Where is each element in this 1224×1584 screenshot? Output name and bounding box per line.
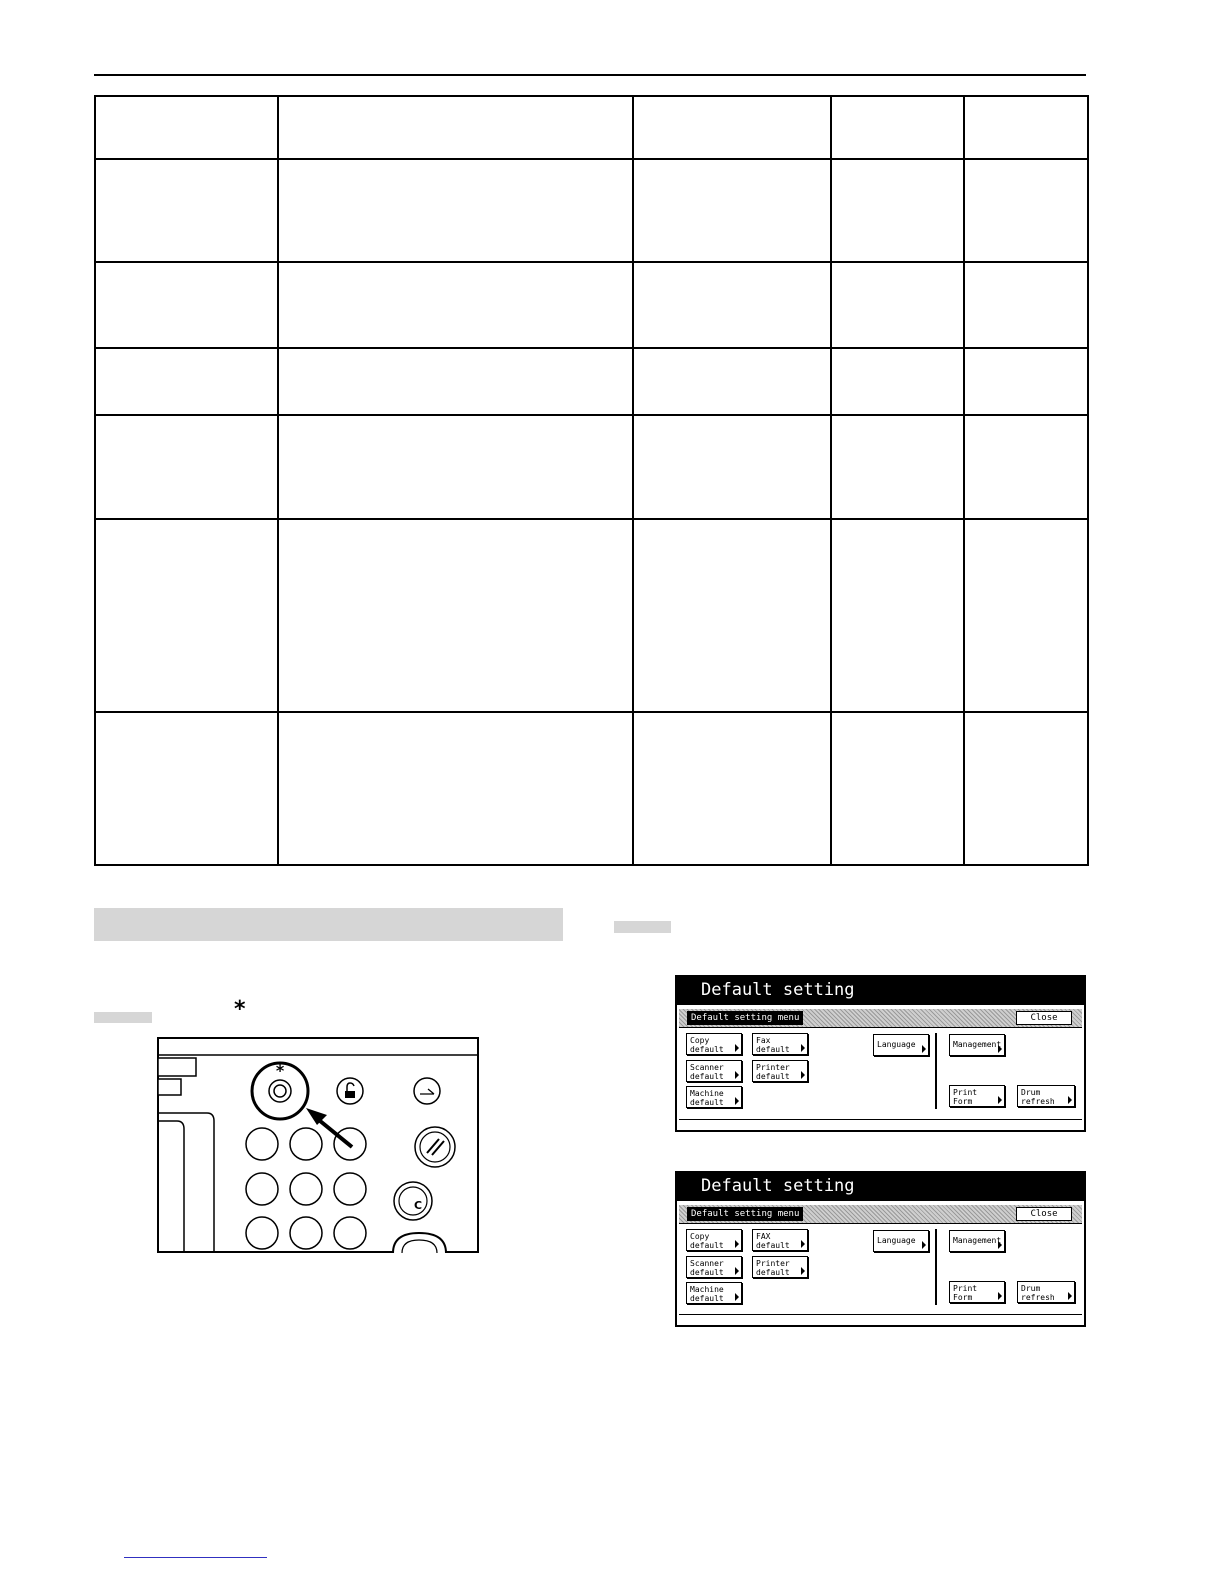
button-label: Printer (756, 1063, 790, 1072)
table-cell (278, 262, 633, 348)
table-cell (278, 96, 633, 159)
table-cell (633, 159, 831, 262)
table-cell (95, 262, 278, 348)
right-arrow-icon (922, 1241, 926, 1249)
table-cell (964, 519, 1088, 712)
button-label: Printer (756, 1259, 790, 1268)
language-button[interactable] (873, 1230, 929, 1252)
table-cell (278, 712, 633, 865)
copy-default-button[interactable] (686, 1033, 742, 1055)
right-arrow-icon (1068, 1292, 1072, 1300)
drum-refresh-button[interactable] (1017, 1281, 1075, 1303)
right-arrow-icon (735, 1071, 739, 1079)
scanner-default-button[interactable] (686, 1256, 742, 1278)
table-cell (831, 96, 964, 159)
table-cell (964, 415, 1088, 519)
right-arrow-icon (998, 1096, 1002, 1104)
right-arrow-icon (801, 1044, 805, 1052)
right-arrow-icon (998, 1045, 1002, 1053)
language-button[interactable] (873, 1034, 929, 1056)
management-button[interactable] (949, 1034, 1005, 1056)
table-cell (633, 96, 831, 159)
table-cell (95, 519, 278, 712)
table-cell (95, 348, 278, 415)
vertical-divider (935, 1229, 937, 1305)
table-cell (831, 712, 964, 865)
menu-tab: Default setting menu (687, 1207, 803, 1221)
table-cell (95, 712, 278, 865)
scanner-default-button[interactable] (686, 1060, 742, 1082)
button-label: default (690, 1072, 724, 1081)
button-label: Language (877, 1040, 916, 1049)
button-label: Machine (690, 1089, 724, 1098)
clear-icon: C (413, 1199, 423, 1212)
button-label: refresh (1021, 1293, 1055, 1302)
button-label: Drum (1021, 1088, 1041, 1097)
table-cell (964, 262, 1088, 348)
button-label: Management (953, 1040, 1002, 1049)
table-cell (831, 159, 964, 262)
table-row (95, 159, 1088, 262)
button-label: default (756, 1045, 790, 1054)
table-cell (964, 348, 1088, 415)
table-cell (831, 262, 964, 348)
table-cell (633, 415, 831, 519)
step-marker-1 (94, 1012, 152, 1023)
start-key[interactable] (393, 1233, 446, 1253)
button-label: Machine (690, 1285, 724, 1294)
right-arrow-icon (735, 1240, 739, 1248)
drum-refresh-button[interactable] (1017, 1085, 1075, 1107)
button-label: Scanner (690, 1063, 724, 1072)
close-button[interactable]: Close (1016, 1207, 1072, 1221)
table-cell (95, 415, 278, 519)
asterisk-key-symbol: * (234, 997, 246, 1022)
table-cell (831, 415, 964, 519)
screen-title: Default setting (677, 1173, 1084, 1201)
header-rule (94, 74, 1086, 76)
right-arrow-icon (801, 1071, 805, 1079)
right-arrow-icon (735, 1044, 739, 1052)
fax-default-button[interactable] (752, 1033, 808, 1055)
management-button[interactable] (949, 1230, 1005, 1252)
table-cell (964, 712, 1088, 865)
status-line (679, 1119, 1082, 1120)
copy-default-button[interactable] (686, 1229, 742, 1251)
button-label: default (756, 1072, 790, 1081)
button-label: Form (953, 1293, 973, 1302)
machine-default-button[interactable] (686, 1086, 742, 1108)
table-cell (278, 159, 633, 262)
vertical-divider (935, 1033, 937, 1109)
table-cell (831, 519, 964, 712)
button-label: FAX (756, 1232, 771, 1241)
machine-default-button[interactable] (686, 1282, 742, 1304)
table-cell (633, 712, 831, 865)
printer-default-button[interactable] (752, 1256, 808, 1278)
button-label: Scanner (690, 1259, 724, 1268)
table-header-row (95, 96, 1088, 159)
button-label: Drum (1021, 1284, 1041, 1293)
table-row (95, 712, 1088, 865)
table-cell (633, 519, 831, 712)
table-cell (964, 159, 1088, 262)
button-label: refresh (1021, 1097, 1055, 1106)
lock-key[interactable] (337, 1078, 363, 1104)
table-row (95, 519, 1088, 712)
print-form-button[interactable] (949, 1085, 1005, 1107)
stop-clear-key[interactable] (394, 1182, 432, 1220)
button-label: default (756, 1268, 790, 1277)
table-cell (633, 262, 831, 348)
right-arrow-icon (735, 1293, 739, 1301)
button-label: default (690, 1268, 724, 1277)
default-setting-screen-2 (675, 1171, 1086, 1327)
table-row (95, 262, 1088, 348)
right-arrow-icon (801, 1240, 805, 1248)
table-row (95, 415, 1088, 519)
screen-title: Default setting (677, 977, 1084, 1005)
button-label: default (756, 1241, 790, 1250)
status-line (679, 1314, 1082, 1315)
operation-panel-drawing (157, 1037, 479, 1253)
button-label: Management (953, 1236, 1002, 1245)
button-label: default (690, 1045, 724, 1054)
table-row (95, 348, 1088, 415)
right-arrow-icon (735, 1267, 739, 1275)
button-label: default (690, 1241, 724, 1250)
table-cell (964, 96, 1088, 159)
settings-table (94, 95, 1089, 866)
footer-link-rule (124, 1557, 267, 1558)
table-cell (633, 348, 831, 415)
menu-tab: Default setting menu (687, 1011, 803, 1025)
print-form-button[interactable] (949, 1281, 1005, 1303)
close-button[interactable]: Close (1016, 1011, 1072, 1025)
button-label: Print (953, 1088, 978, 1097)
button-label: Form (953, 1097, 973, 1106)
right-arrow-icon (922, 1045, 926, 1053)
operation-panel-illustration (157, 1037, 479, 1253)
section-heading-bar (94, 908, 563, 941)
button-label: default (690, 1098, 724, 1107)
table-cell (278, 415, 633, 519)
right-arrow-icon (998, 1241, 1002, 1249)
button-label: Copy (690, 1232, 710, 1241)
reset-key[interactable] (415, 1127, 455, 1167)
default-setting-key[interactable] (252, 1061, 308, 1119)
table-cell (831, 348, 964, 415)
default-setting-screen-1 (675, 975, 1086, 1132)
menu-strip (679, 1205, 1082, 1224)
button-label: default (690, 1294, 724, 1303)
right-arrow-icon (998, 1292, 1002, 1300)
printer-default-button[interactable] (752, 1060, 808, 1082)
step-marker-2 (614, 921, 671, 933)
table-cell (95, 96, 278, 159)
right-arrow-icon (801, 1267, 805, 1275)
table-cell (278, 348, 633, 415)
button-label: Language (877, 1236, 916, 1245)
asterisk-icon: * (275, 1061, 285, 1080)
fax-default-button[interactable] (752, 1229, 808, 1251)
table-cell (278, 519, 633, 712)
lock-icon (345, 1091, 355, 1098)
button-label: Copy (690, 1036, 710, 1045)
button-label: Print (953, 1284, 978, 1293)
right-arrow-icon (735, 1097, 739, 1105)
login-logout-key[interactable] (414, 1078, 440, 1104)
right-arrow-icon (1068, 1096, 1072, 1104)
table-cell (95, 159, 278, 262)
button-label: Fax (756, 1036, 771, 1045)
menu-strip (679, 1009, 1082, 1028)
